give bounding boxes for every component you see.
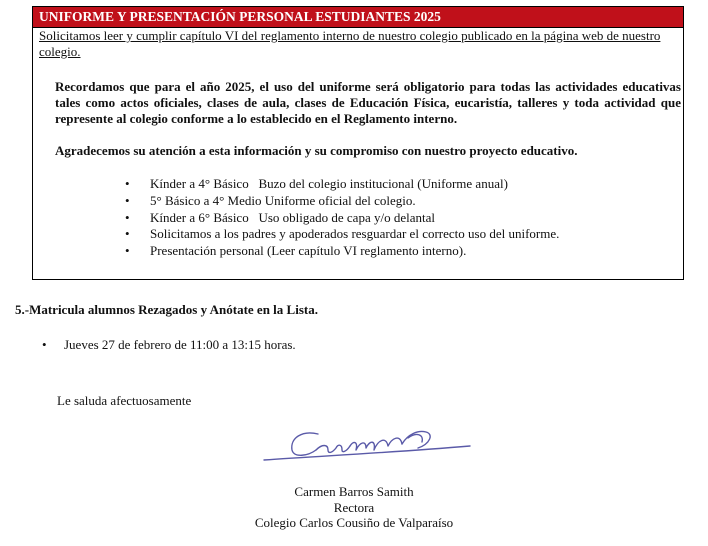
notice-paragraph-thanks: Agradecemos su atención a esta información y su compromiso con nuestro proyecto educativo. [55, 143, 578, 158]
schedule-item: • Jueves 27 de febrero de 11:00 a 13:15 horas. [42, 337, 296, 353]
list-item: • Solicitamos a los padres y apoderados resguardar el correcto uso del uniforme. [125, 226, 559, 243]
list-item: • Kínder a 4° Básico Buzo del colegio institucional (Uniforme anual) [125, 176, 559, 193]
signer-organization: Colegio Carlos Cousiño de Valparaíso [254, 515, 454, 530]
section-title: 5.-Matricula alumnos Rezagados y Anótate en la Lista. [15, 302, 318, 317]
list-item: • Kínder a 6° Básico Uso obligado de capa y/o delantal [125, 210, 559, 227]
signer-block [200, 484, 508, 531]
list-item: • 5° Básico a 4° Medio Uniforme oficial del colegio. [125, 193, 559, 210]
uniform-notice-box [32, 6, 684, 280]
greeting: Le saluda afectuosamente [57, 393, 192, 408]
notice-header: UNIFORME Y PRESENTACIÓN PERSONAL ESTUDIANTES 2025 [33, 7, 683, 28]
notice-paragraph-uniform: Recordamos que para el año 2025, el uso del uniforme será obligatorio para todas las actividades educativas tales como actos oficiales, clases de aula, clases de Educación Física, eucaristía, talleres y toda actividad que represente al colegio conforme a lo establecido en el Reglamento interno. [55, 79, 681, 126]
signer-role: Rectora [333, 499, 375, 515]
list-item: • Presentación personal (Leer capítulo VI reglamento interno). [125, 243, 559, 260]
signer-name: Carmen Barros Samith [294, 484, 414, 499]
notice-bullet-list [125, 176, 559, 260]
signature-image [258, 420, 472, 468]
notice-intro: Solicitamos leer y cumplir capítulo VI del reglamento interno de nuestro colegio publicado en la página web de nuestro colegio. [39, 28, 661, 59]
